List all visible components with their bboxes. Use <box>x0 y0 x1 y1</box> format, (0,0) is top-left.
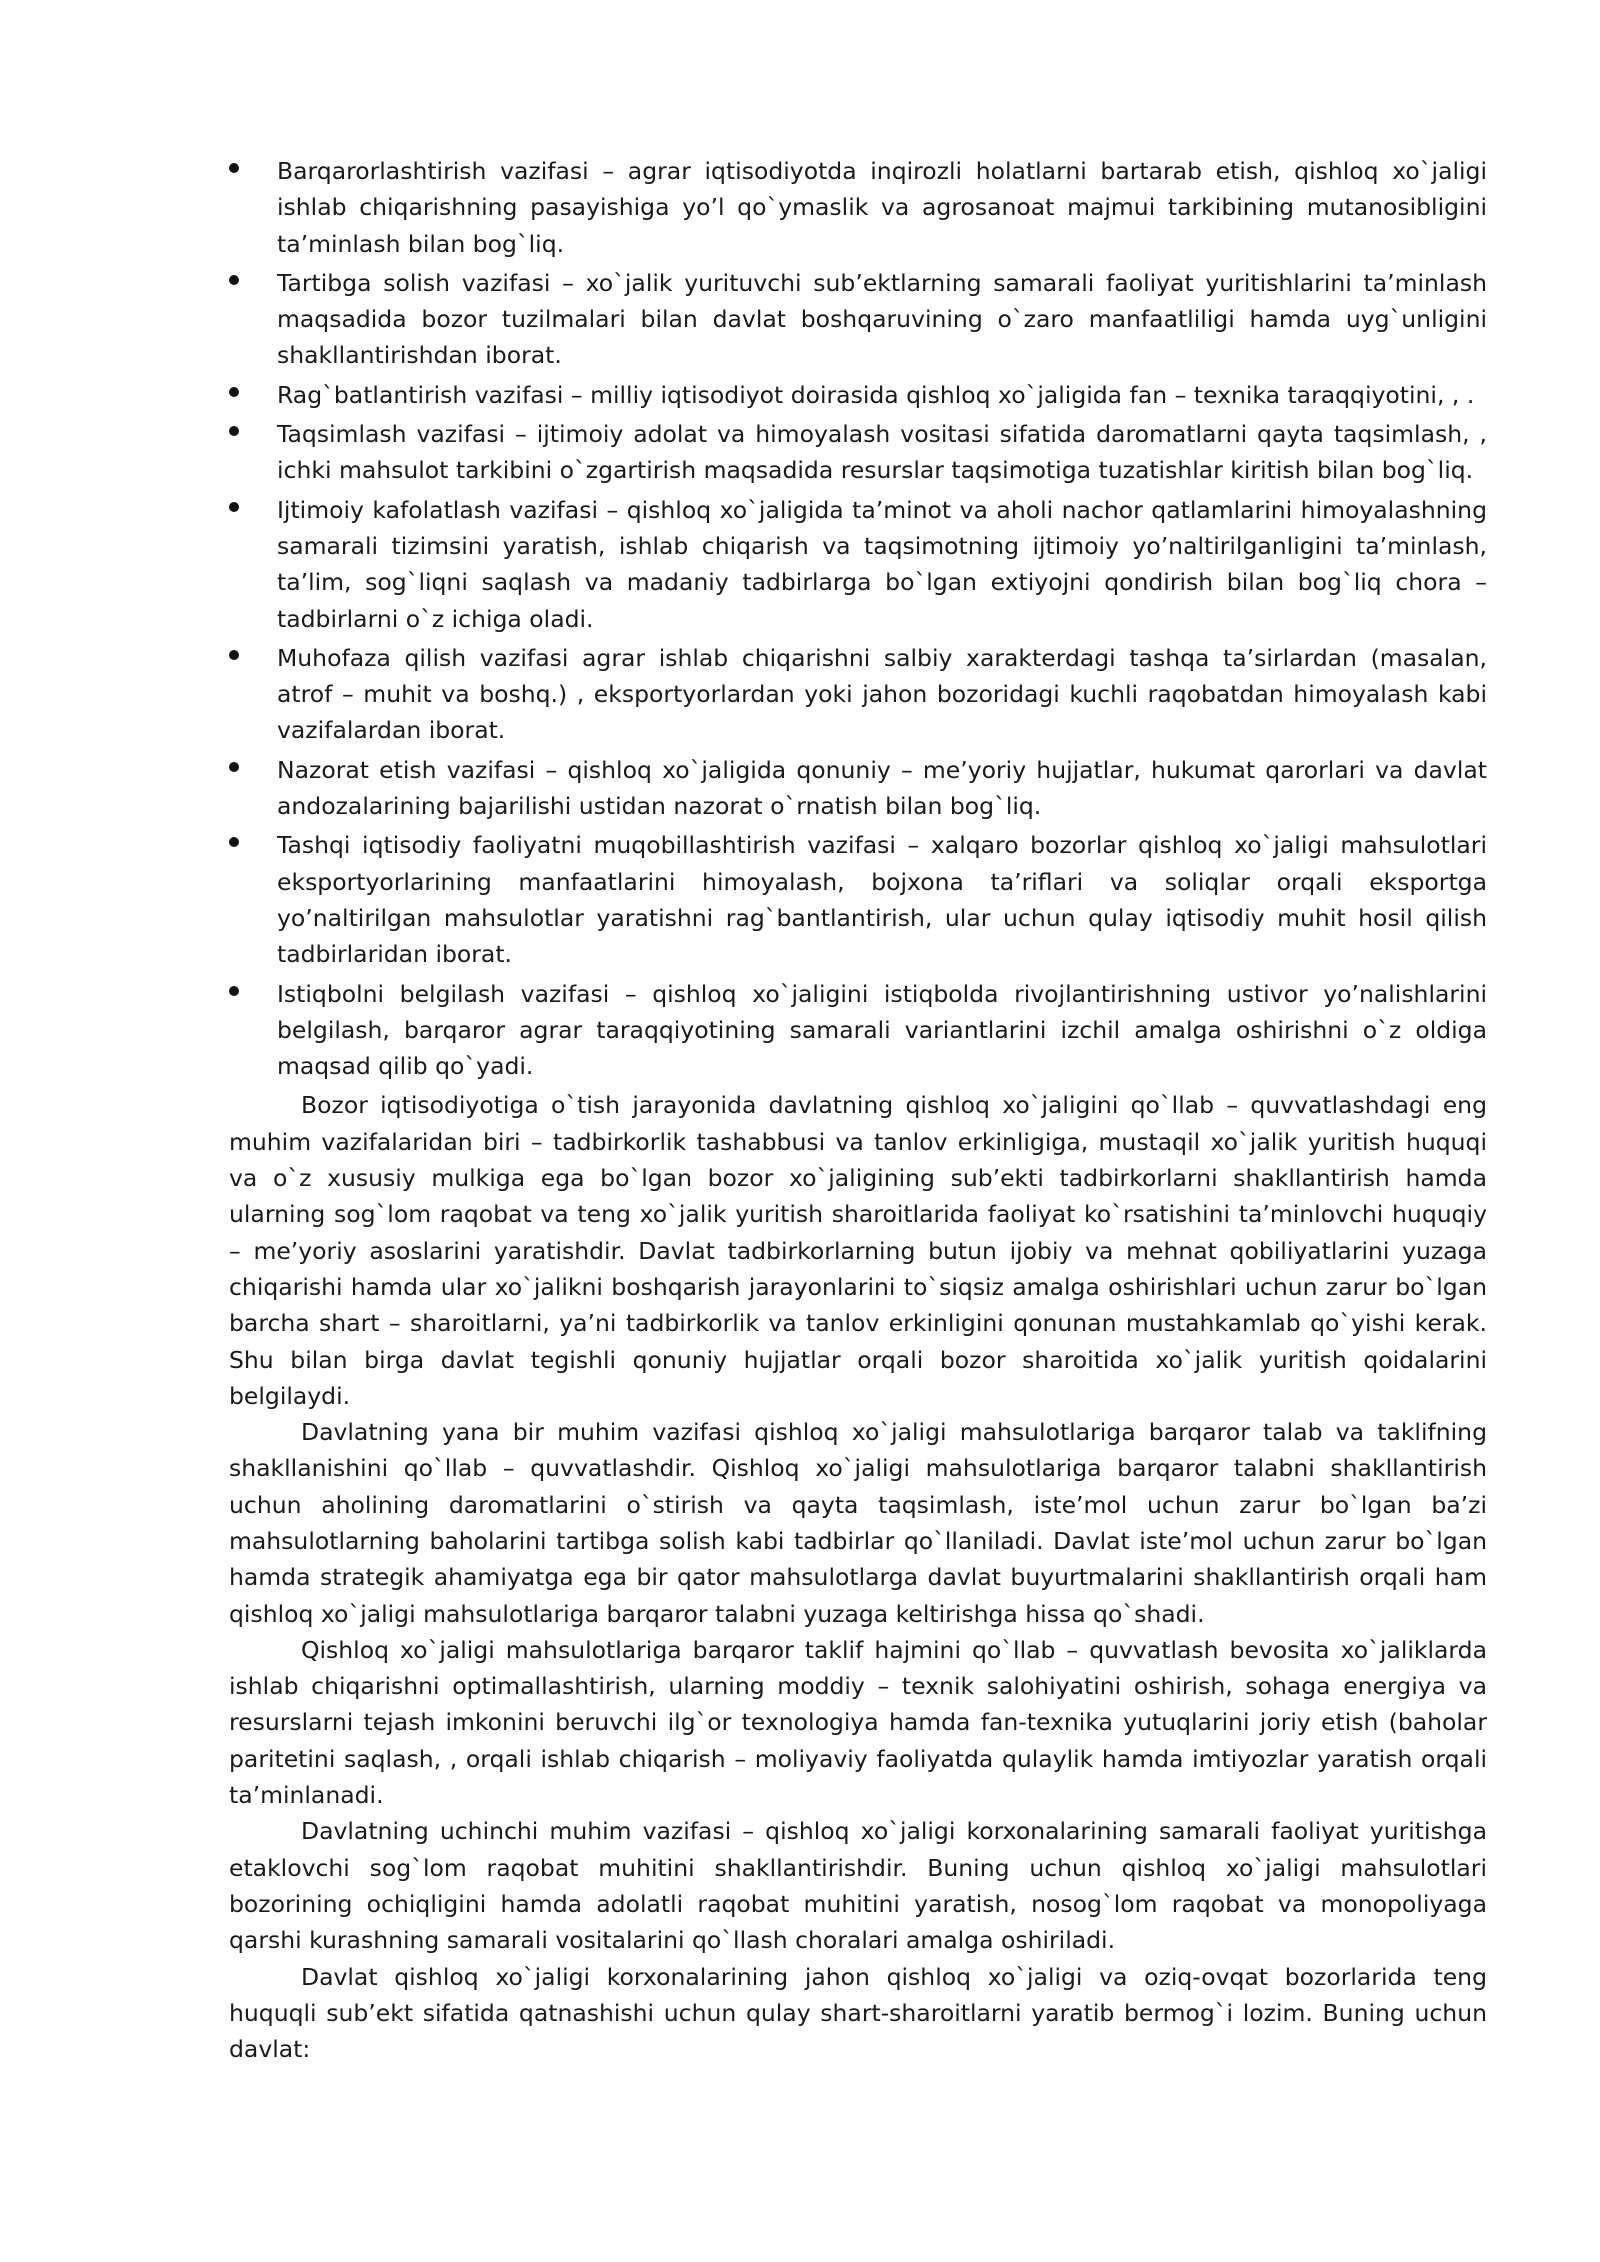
list-item-text: Barqarorlashtirish vazifasi – agrar iqtisodiyotda inqirozli holatlarni bartarab etish, qishloq xo`jaligi ishlab chiqarishning pasayishiga yo’l qo`ymaslik va agrosanoat majmui tarkibining mutanosibligini ta’minlash bilan bog`liq. <box>277 157 1487 258</box>
bullet-icon <box>229 426 239 436</box>
bullet-icon <box>229 275 239 285</box>
list-item-text: Muhofaza qilish vazifasi agrar ishlab chiqarishni salbiy xarakterdagi tashqa ta’sirlardan (masalan, atrof – muhit va boshq.) , eksportyorlardan yoki jahon bozoridagi kuchli raqobatdan himoyalash kabi vazifalardan iborat. <box>277 643 1487 745</box>
list-item <box>229 492 1487 637</box>
bullet-icon <box>229 650 239 660</box>
bullet-icon <box>229 837 239 847</box>
list-item <box>229 976 1487 1085</box>
body-paragraph: Qishloq xo`jaligi mahsulotlariga barqaror taklif hajmini qo`llab – quvvatlash bevosita xo`jaliklarda ishlab chiqarishni optimallashtirish, ularning moddiy – texnik salohiyatini oshirish, sohaga energiya va resurslarni tejash imkonini beruvchi ilg`or texnologiya hamda fan-texnika yutuqlarini joriy etish (baholar paritetini saqlash, , orqali ishlab chiqarish – moliyaviy faoliyatda qulaylik hamda imtiyozlar yaratish orqali ta’minlanadi. <box>229 1635 1487 1810</box>
list-item-text: Istiqbolni belgilash vazifasi – qishloq xo`jaligini istiqbolda rivojlantirishning ustivor yo’nalishlarini belgilash, barqaror agrar taraqqiyotining samarali variantlarini izchil amalga oshirishni o`z oldiga maqsad qilib qo`yadi. <box>277 979 1487 1081</box>
list-item-text: Taqsimlash vazifasi – ijtimoiy adolat va himoyalash vositasi sifatida daromatlarni qayta taqsimlash, , ichki mahsulot tarkibini o`zgartirish maqsadida resurslar taqsimotiga tuzatishlar kiritish bilan bog`liq. <box>277 420 1487 485</box>
body-paragraph: Davlatning uchinchi muhim vazifasi – qishloq xo`jaligi korxonalarining samarali faoliyat yuritishga etaklovchi sog`lom raqobat muhitini shakllantirishdir. Buning uchun qishloq xo`jaligi mahsulotlari bozorining ochiqligini hamda adolatli raqobat muhitini yaratish, nosog`lom raqobat va monopoliyaga qarshi kurashning samarali vositalarini qo`llash choralari amalga oshiriladi. <box>229 1817 1487 1955</box>
list-item-text: Nazorat etish vazifasi – qishloq xo`jaligida qonuniy – me’yoriy hujjatlar, hukumat qarorlari va davlat andozalarining bajarilishi ustidan nazorat o`rnatish bilan bog`liq. <box>277 755 1487 821</box>
bullet-icon <box>229 387 239 397</box>
list-item <box>229 752 1487 825</box>
list-item <box>229 153 1487 262</box>
list-item-text: Ijtimoiy kafolatlash vazifasi – qishloq xo`jaligida ta’minot va aholi nachor qatlamlarini himoyalashning samarali tizimsini yaratish, ishlab chiqarish va taqsimotning ijtimoiy yo’naltirilganligini ta’minlash, ta’lim, sog`liqni saqlash va madaniy tadbirlarga bo`lgan extiyojni qondirish bilan bog`liq chora – tadbirlarni o`z ichiga oladi. <box>277 495 1487 633</box>
functions-bullet-list <box>229 153 1487 1084</box>
list-item <box>229 827 1487 972</box>
document-page <box>229 153 1487 2067</box>
bullet-icon <box>229 986 239 996</box>
list-item-text: Tartibga solish vazifasi – xo`jalik yurituvchi sub’ektlarning samarali faoliyat yuritishlarini ta’minlash maqsadida bozor tuzilmalari bilan davlat boshqaruvining o`zaro manfaatliligi hamda uyg`unligini shakllantirishdan iborat. <box>277 268 1487 370</box>
list-item <box>229 377 1487 413</box>
bullet-icon <box>229 163 239 173</box>
list-item <box>229 416 1487 489</box>
body-paragraph: Davlatning yana bir muhim vazifasi qishloq xo`jaligi mahsulotlariga barqaror talab va taklifning shakllanishini qo`llab – quvvatlashdir. Qishloq xo`jaligi mahsulotlariga barqaror talabni shakllantirish uchun aholining daromatlarini o`stirish va qayta taqsimlash, iste’mol uchun zarur bo`lgan ba’zi mahsulotlarning baholarini tartibga solish kabi tadbirlar qo`llaniladi. Davlat iste’mol uchun zarur bo`lgan hamda strategik ahamiyatga ega bir qator mahsulotlarga davlat buyurtmalarini shakllantirish orqali ham qishloq xo`jaligi mahsulotlariga barqaror talabni yuzaga keltirishga hissa qo`shadi. <box>229 1418 1487 1628</box>
body-paragraph: Bozor iqtisodiyotiga o`tish jarayonida davlatning qishloq xo`jaligini qo`llab – quvvatlashdagi eng muhim vazifalaridan biri – tadbirkorlik tashabbusi va tanlov erkinligiga, mustaqil xo`jalik yuritish huquqi va o`z xususiy mulkiga ega bo`lgan bozor xo`jaligining sub’ekti tadbirkorlarni shakllantirish hamda ularning sog`lom raqobat va teng xo`jalik yuritish sharoitlarida faoliyat ko`rsatishini ta’minlovchi huquqiy – me’yoriy asoslarini yaratishdir. Davlat tadbirkorlarning butun ijobiy va mehnat qobiliyatlarini yuzaga chiqarishi hamda ular xo`jalikni boshqarish jarayonlarini to`siqsiz amalga oshirishlari uchun zarur bo`lgan barcha shart – sharoitlarni, ya’ni tadbirkorlik va tanlov erkinligini qonunan mustahkamlab qo`yishi kerak. Shu bilan birga davlat tegishli qonuniy hujjatlar orqali bozor sharoitida xo`jalik yuritish qoidalarini belgilaydi. <box>229 1091 1487 1410</box>
list-item-text: Rag`batlantirish vazifasi – milliy iqtisodiyot doirasida qishloq xo`jaligida fan – texnika taraqqiyotini, , . <box>277 380 1475 409</box>
list-item <box>229 265 1487 374</box>
bullet-icon <box>229 502 239 512</box>
body-paragraph: Davlat qishloq xo`jaligi korxonalarining jahon qishloq xo`jaligi va oziq-ovqat bozorlarida teng huquqli sub’ekt sifatida qatnashishi uchun qulay shart-sharoitlarni yaratib bermog`i lozim. Buning uchun davlat: <box>229 1962 1487 2064</box>
list-item-text: Tashqi iqtisodiy faoliyatni muqobillashtirish vazifasi – xalqaro bozorlar qishloq xo`jaligi mahsulotlari eksportyorlarining manfaatlarini himoyalash, bojxona ta’riflari va soliqlar orqali eksportga yo’naltirilgan mahsulotlar yaratishni rag`bantlantirish, ular uchun qulay iqtisodiy muhit hosil qilish tadbirlaridan iborat. <box>277 831 1487 969</box>
bullet-icon <box>229 762 239 772</box>
list-item <box>229 640 1487 749</box>
